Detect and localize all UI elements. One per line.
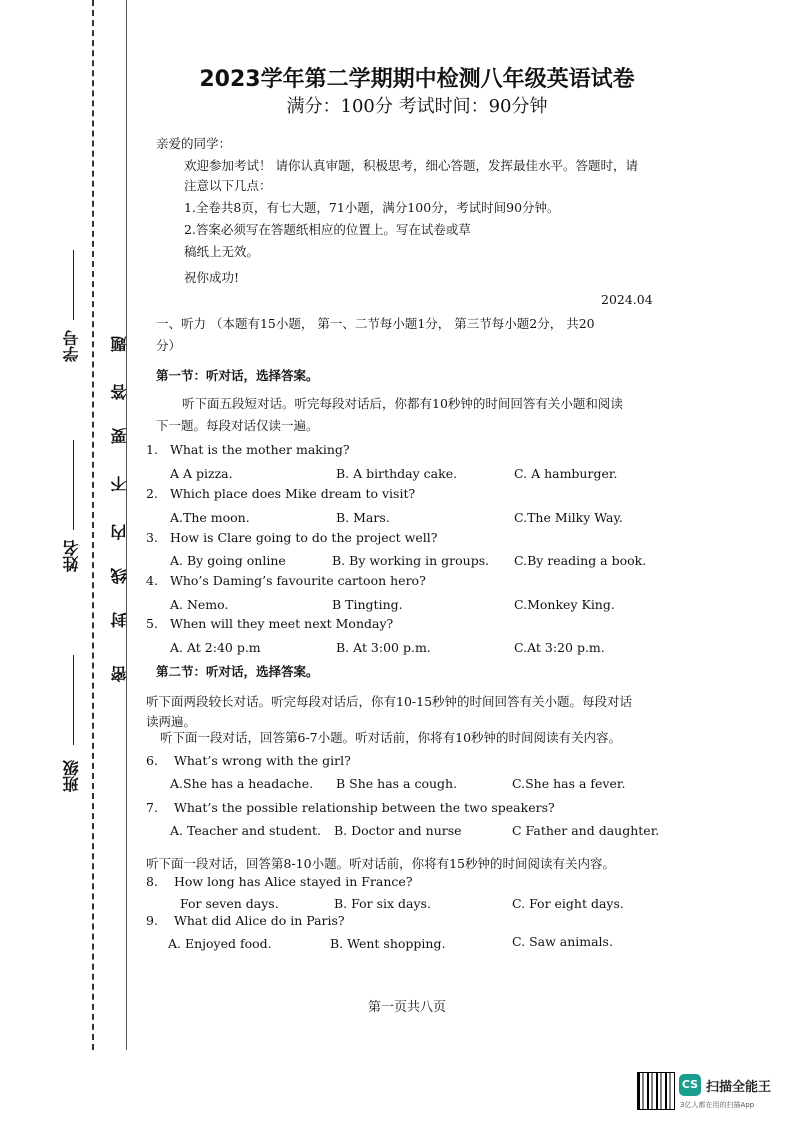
option-c: C.She has a fever. xyxy=(512,776,626,791)
notice-rule: 1.全卷共8页，有七大题，71小题，满分100分，考试时间90分钟。 xyxy=(184,200,560,215)
question-number: 7. xyxy=(146,800,158,815)
seal-char: 题 xyxy=(110,336,129,352)
option-a: A.She has a headache. xyxy=(170,776,314,791)
option-c: C.Monkey King. xyxy=(514,597,615,612)
seal-char: 封 xyxy=(110,612,129,628)
notice-line: 欢迎参加考试！ 请你认真审题，积极思考，细心答题，发挥最佳水平。答题时，请 xyxy=(184,158,638,173)
student-id-label: 学号 xyxy=(62,330,81,362)
name-label: 姓名 xyxy=(62,540,81,572)
option-b: B Tingting. xyxy=(332,597,403,612)
question-number: 8. xyxy=(146,874,158,889)
option-b: B. Mars. xyxy=(336,510,390,525)
exam-date: 2024.04 xyxy=(601,292,653,307)
option-b: B. By working in groups. xyxy=(332,553,490,568)
option-b: B. Doctor and nurse xyxy=(334,823,462,838)
option-c: C.The Milky Way. xyxy=(514,510,623,525)
section-sub-intro: 听下面一段对话，回答第6-7小题。听对话前，你将有10秒钟的时间阅读有关内容。 xyxy=(160,730,622,745)
question-number: 6. xyxy=(146,753,158,768)
question-text: Which place does Mike dream to visit? xyxy=(170,486,416,501)
scanner-logo-icon: CS xyxy=(679,1074,701,1096)
seal-char: 密 xyxy=(110,666,129,682)
cut-line-dashed xyxy=(92,0,94,1050)
seal-char: 要 xyxy=(110,428,129,444)
part-heading: 分） xyxy=(156,338,182,353)
question-number: 1. xyxy=(146,442,158,457)
name-blank xyxy=(73,440,74,530)
option-a: A. At 2:40 p.m xyxy=(170,640,261,655)
option-a: A. By going online xyxy=(170,553,286,568)
notice-greeting: 亲爱的同学： xyxy=(156,136,232,151)
seal-char: 内 xyxy=(110,524,129,540)
section-sub-intro: 听下面一段对话，回答第8-10小题。听对话前，你将有15秒钟的时间阅读有关内容。 xyxy=(146,856,615,871)
question-text: What’s wrong with the girl? xyxy=(174,753,351,768)
question-number: 2. xyxy=(146,486,158,501)
option-c: C. Saw animals. xyxy=(512,934,613,949)
question-text: How long has Alice stayed in France? xyxy=(174,874,413,889)
option-a: A A pizza. xyxy=(170,466,233,481)
option-a: A.The moon. xyxy=(170,510,250,525)
question-number: 4. xyxy=(146,573,158,588)
option-b: B. A birthday cake. xyxy=(336,466,458,481)
exam-subtitle: 满分：100分 考试时间：90分钟 xyxy=(286,96,548,117)
seal-char: 线 xyxy=(110,568,129,584)
question-number: 3. xyxy=(146,530,158,545)
section-intro: 下一题。每段对话仅读一遍。 xyxy=(156,418,319,433)
question-number: 5. xyxy=(146,616,158,631)
section-intro: 听下面五段短对话。听完每段对话后，你都有10秒钟的时间回答有关小题和阅读 xyxy=(182,396,623,411)
notice-rule: 稿纸上无效。 xyxy=(184,244,260,259)
seal-char: 答 xyxy=(110,384,129,400)
option-c: C.At 3:20 p.m. xyxy=(514,640,605,655)
question-text: Who’s Daming’s favourite cartoon hero? xyxy=(170,573,426,588)
seal-char: 不 xyxy=(110,476,129,492)
option-b: B. At 3:00 p.m. xyxy=(336,640,431,655)
option-a: A. Enjoyed food. xyxy=(168,936,272,951)
section-title: 第一节：听对话，选择答案。 xyxy=(156,368,319,383)
qr-code-icon xyxy=(637,1072,675,1110)
question-text: How is Clare going to do the project well? xyxy=(170,530,438,545)
section-intro: 读两遍。 xyxy=(146,714,197,729)
option-a: A. Nemo. xyxy=(170,597,229,612)
section-title: 第二节：听对话，选择答案。 xyxy=(156,664,319,679)
notice-line: 注意以下几点： xyxy=(184,178,272,193)
part-heading: 一、听力 （本题有15小题， 第一、二节每小题1分， 第三节每小题2分， 共20 xyxy=(156,316,595,331)
student-id-blank xyxy=(73,250,74,320)
question-text: What’s the possible relationship between the two speakers? xyxy=(174,800,555,815)
option-c: C. A hamburger. xyxy=(514,466,618,481)
option-c: C.By reading a book. xyxy=(514,553,647,568)
section-intro: 听下面两段较长对话。听完每段对话后，你有10-15秒钟的时间回答有关小题。每段对话 xyxy=(146,694,633,709)
option-b: B. Went shopping. xyxy=(330,936,446,951)
option-a: For seven days. xyxy=(180,896,279,911)
option-b: B She has a cough. xyxy=(336,776,458,791)
page-footer: 第一页共八页 xyxy=(367,1000,446,1015)
class-blank xyxy=(73,655,74,745)
question-number: 9. xyxy=(146,913,158,928)
option-a: A. Teacher and student. xyxy=(170,823,322,838)
question-text: When will they meet next Monday? xyxy=(170,616,394,631)
option-b: B. For six days. xyxy=(334,896,431,911)
scanner-tagline: 3亿人都在用的扫描App xyxy=(680,1101,755,1109)
notice-rule: 2.答案必须写在答题纸相应的位置上。写在试卷或草 xyxy=(184,222,471,237)
class-label: 班级 xyxy=(62,760,81,792)
question-text: What is the mother making? xyxy=(170,442,350,457)
option-c: C. For eight days. xyxy=(512,896,624,911)
scanner-name: 扫描全能王 xyxy=(706,1080,772,1095)
option-c: C Father and daughter. xyxy=(512,823,660,838)
exam-title: 2023学年第二学期期中检测八年级英语试卷 xyxy=(199,67,635,92)
question-text: What did Alice do in Paris? xyxy=(174,913,345,928)
notice-wish: 祝你成功! xyxy=(184,270,240,285)
